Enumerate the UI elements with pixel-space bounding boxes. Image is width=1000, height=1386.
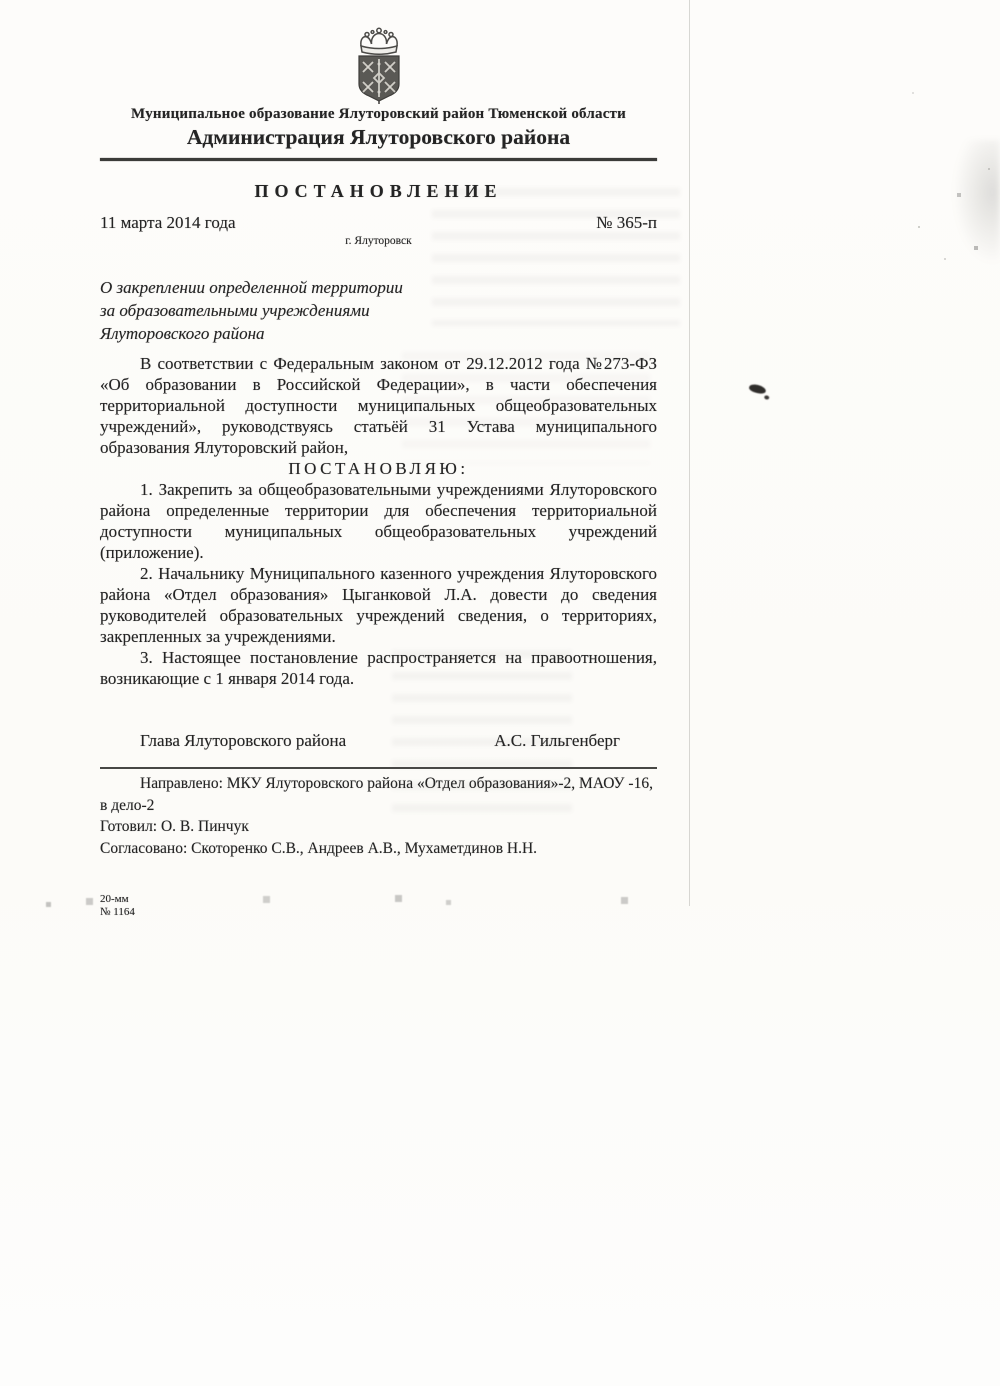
document-city: г. Ялуторовск: [345, 235, 412, 247]
resolution-item-2: 2. Начальнику Муниципального казенного учреждения Ялуторовского района «Отдел образования» Цыганковой Л.А. довести до сведения руководителей образовательных учреждений сведения, о территориях, закрепленных за учреждениями.: [100, 564, 657, 646]
org-name-line1: Муниципальное образование Ялуторовский район Тюменской области: [131, 106, 626, 122]
signature-row: [100, 731, 657, 751]
resolution-item-1: 1. Закрепить за общеобразовательными учреждениями Ялуторовского района определенные территории для обеспечения территориальной доступности муниципальных общеобразовательных учреждений (приложение).: [100, 480, 657, 562]
header-rule: [100, 158, 657, 161]
signature-name: А.С. Гильгенберг: [494, 731, 620, 750]
document-title: ПОСТАНОВЛЕНИЕ: [254, 181, 503, 201]
page-edge-line: [689, 0, 690, 906]
scan-smudge-artifact: [950, 140, 1000, 270]
org-name-line2: Администрация Ялуторовского района: [186, 125, 571, 149]
subject-line: О закреплении определенной территории: [100, 278, 403, 297]
directed-line: Направлено: МКУ Ялуторовского района «Отдел образования»-2, МАОУ -16, в дело-2: [100, 775, 653, 814]
print-mark-line: 20-мм: [100, 893, 129, 905]
subject-line: за образовательными учреждениями: [100, 301, 370, 320]
scan-marks: [0, 0, 3, 3]
agreed-line: Согласовано: Скоторенко С.В., Андреев А.В., Мухаметдинов Н.Н.: [100, 839, 538, 857]
print-marks: [100, 893, 657, 919]
document-number: № 365-п: [596, 213, 657, 232]
distribution-block: [100, 773, 657, 859]
ink-smudge-artifact: [748, 383, 766, 395]
resolve-word: ПОСТАНОВЛЯЮ:: [288, 459, 469, 478]
coat-of-arms-icon: [350, 26, 408, 104]
date-number-row: [100, 213, 657, 233]
print-mark-line: № 1164: [100, 906, 135, 918]
signature-position: Глава Ялуторовского района: [140, 731, 347, 750]
document-date: 11 марта 2014 года: [100, 213, 236, 232]
document-column: [100, 0, 657, 919]
preamble-paragraph: В соответствии с Федеральным законом от 29.12.2012 года №273-ФЗ «Об образовании в Российской Федерации», в части обеспечения территориальной доступности муниципальных общеобразовательных учреждений», руководствуясь статьёй 31 Устава муниципального образования Ялуторовский район,: [100, 354, 657, 457]
document-subject: [100, 276, 657, 345]
resolution-item-3: 3. Настоящее постановление распространяется на правоотношения, возникающие с 1 января 2014 года.: [100, 648, 657, 688]
prepared-line: Готовил: О. В. Пинчук: [100, 818, 249, 835]
subject-line: Ялуторовского района: [100, 324, 265, 343]
footer-rule: [100, 767, 657, 769]
